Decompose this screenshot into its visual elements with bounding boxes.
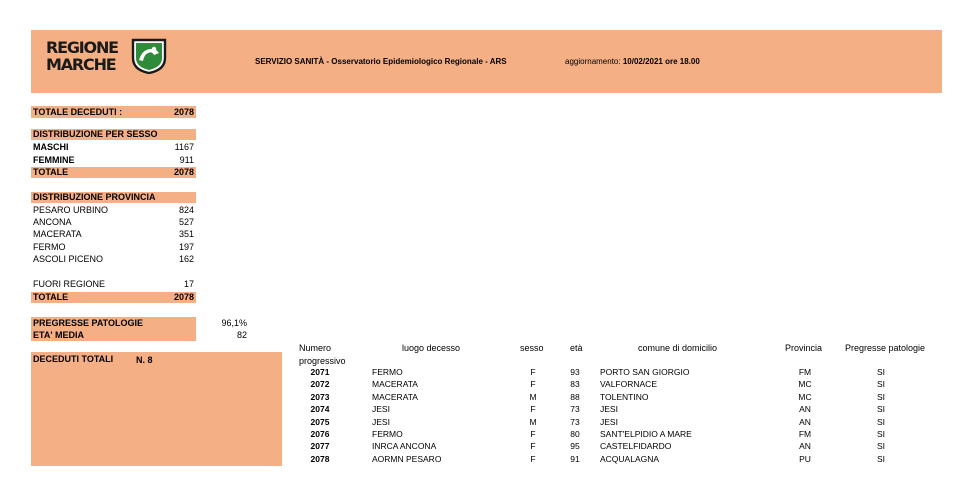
eta-media-value: 82 — [236, 330, 247, 340]
row-comune: PORTO SAN GIORGIO — [600, 367, 690, 377]
row-patologie: SI — [876, 416, 886, 427]
row-provincia: AN — [799, 416, 811, 427]
row-sesso: F — [530, 441, 536, 452]
row-eta: 73 — [570, 416, 580, 427]
row-patologie: SI — [876, 453, 886, 464]
row-numero: 2078 — [310, 453, 330, 464]
row-numero: 2076 — [310, 429, 330, 439]
row-patologie: SI — [876, 404, 886, 415]
row-luogo: AORMN PESARO — [372, 453, 442, 464]
col-header-patologie: Pregresse patologie — [845, 343, 926, 353]
col-header-comune: comune di domicilio — [638, 343, 718, 353]
col-header-luogo: luogo decesso — [402, 343, 461, 353]
row-provincia: PU — [799, 453, 811, 464]
regione-marche-emblem-icon — [130, 38, 168, 74]
row-numero: 2074 — [310, 404, 330, 415]
row-luogo: INRCA ANCONA — [372, 441, 437, 452]
col-header-provincia: Provincia — [785, 343, 823, 353]
row-sesso: F — [530, 429, 536, 439]
row-patologie: SI — [876, 367, 886, 377]
row-luogo: MACERATA — [372, 379, 418, 390]
row-provincia: FM — [798, 367, 812, 377]
patologie-value: 96,1% — [221, 318, 247, 328]
row-sesso: F — [530, 404, 536, 415]
sesso-label: FEMMINE — [33, 155, 75, 165]
col-header-sesso: sesso — [520, 343, 544, 353]
patologie-label: PREGRESSE PATOLOGIE — [33, 318, 144, 328]
update-info: aggiornamento: 10/02/2021 ore 18.00 — [565, 57, 700, 66]
deceduti-totali-block — [31, 352, 282, 466]
sesso-title: DISTRIBUZIONE PER SESSO — [33, 129, 158, 139]
row-provincia: MC — [798, 391, 812, 402]
provincia-value: 527 — [178, 217, 194, 227]
col-header-eta: età — [570, 343, 583, 353]
fuori-regione-label: FUORI REGIONE — [33, 279, 106, 289]
provincia-label: FERMO — [33, 242, 66, 252]
row-eta: 95 — [570, 441, 580, 452]
row-numero: 2075 — [310, 416, 330, 427]
row-sesso: F — [530, 379, 536, 390]
sesso-value: 911 — [179, 155, 194, 165]
provincia-value: 162 — [178, 254, 194, 264]
service-title: SERVIZIO SANITÀ - Osservatorio Epidemiologico Regionale - ARS — [255, 57, 507, 66]
deceduti-totali-value: N. 8 — [136, 355, 153, 365]
row-eta: 80 — [570, 429, 580, 439]
col-header-numero: Numero progressivo — [299, 343, 346, 366]
provincia-total-value: 2078 — [173, 292, 194, 302]
row-comune: VALFORNACE — [600, 379, 657, 390]
row-provincia: AN — [799, 441, 811, 452]
row-luogo: JESI — [372, 404, 390, 415]
totale-deceduti-label: TOTALE DECEDUTI : — [33, 107, 123, 117]
row-comune: CASTELFIDARDO — [600, 441, 672, 452]
row-provincia: FM — [798, 429, 812, 439]
provincia-label: PESARO URBINO — [33, 205, 109, 215]
deceduti-totali-label: DECEDUTI TOTALI — [33, 354, 114, 364]
fuori-regione-value: 17 — [183, 279, 194, 289]
sesso-total-value: 2078 — [173, 167, 194, 177]
row-patologie: SI — [876, 391, 886, 402]
row-patologie: SI — [876, 429, 886, 439]
row-numero: 2073 — [310, 391, 330, 402]
row-patologie: SI — [876, 379, 886, 390]
row-provincia: AN — [799, 404, 811, 415]
eta-media-label: ETA' MEDIA — [33, 330, 84, 340]
row-eta: 73 — [570, 404, 580, 415]
row-luogo: MACERATA — [372, 391, 418, 402]
sesso-label: MASCHI — [33, 142, 69, 152]
row-numero: 2077 — [310, 441, 330, 452]
row-eta: 83 — [570, 379, 580, 390]
provincia-value: 824 — [178, 205, 194, 215]
row-comune: TOLENTINO — [600, 391, 649, 402]
row-comune: SANT'ELPIDIO A MARE — [600, 429, 692, 439]
row-eta: 88 — [570, 391, 580, 402]
row-patologie: SI — [876, 441, 886, 452]
row-sesso: M — [529, 391, 537, 402]
row-sesso: M — [529, 416, 537, 427]
row-luogo: JESI — [372, 416, 390, 427]
totale-deceduti-value: 2078 — [173, 107, 194, 117]
logo-text: REGIONE MARCHE — [46, 38, 118, 74]
row-numero: 2071 — [310, 367, 330, 377]
provincia-total-label: TOTALE — [33, 292, 69, 302]
provincia-label: ANCONA — [33, 217, 72, 227]
row-sesso: F — [530, 367, 536, 377]
sesso-value: 1167 — [174, 142, 194, 152]
row-comune: ACQUALAGNA — [600, 453, 660, 464]
provincia-value: 197 — [178, 242, 194, 252]
row-numero: 2072 — [310, 379, 330, 390]
row-eta: 93 — [570, 367, 580, 377]
row-eta: 91 — [570, 453, 580, 464]
row-luogo: FERMO — [372, 429, 403, 439]
provincia-label: ASCOLI PICENO — [33, 254, 104, 264]
provincia-title: DISTRIBUZIONE PROVINCIA — [33, 192, 156, 202]
provincia-label: MACERATA — [33, 229, 82, 239]
provincia-value: 351 — [178, 229, 194, 239]
row-provincia: MC — [798, 379, 812, 390]
row-comune: JESI — [600, 404, 618, 415]
sesso-total-label: TOTALE — [33, 167, 69, 177]
row-comune: JESI — [600, 416, 618, 427]
row-sesso: F — [530, 453, 536, 464]
row-luogo: FERMO — [372, 367, 403, 377]
regione-marche-logo — [46, 38, 176, 78]
